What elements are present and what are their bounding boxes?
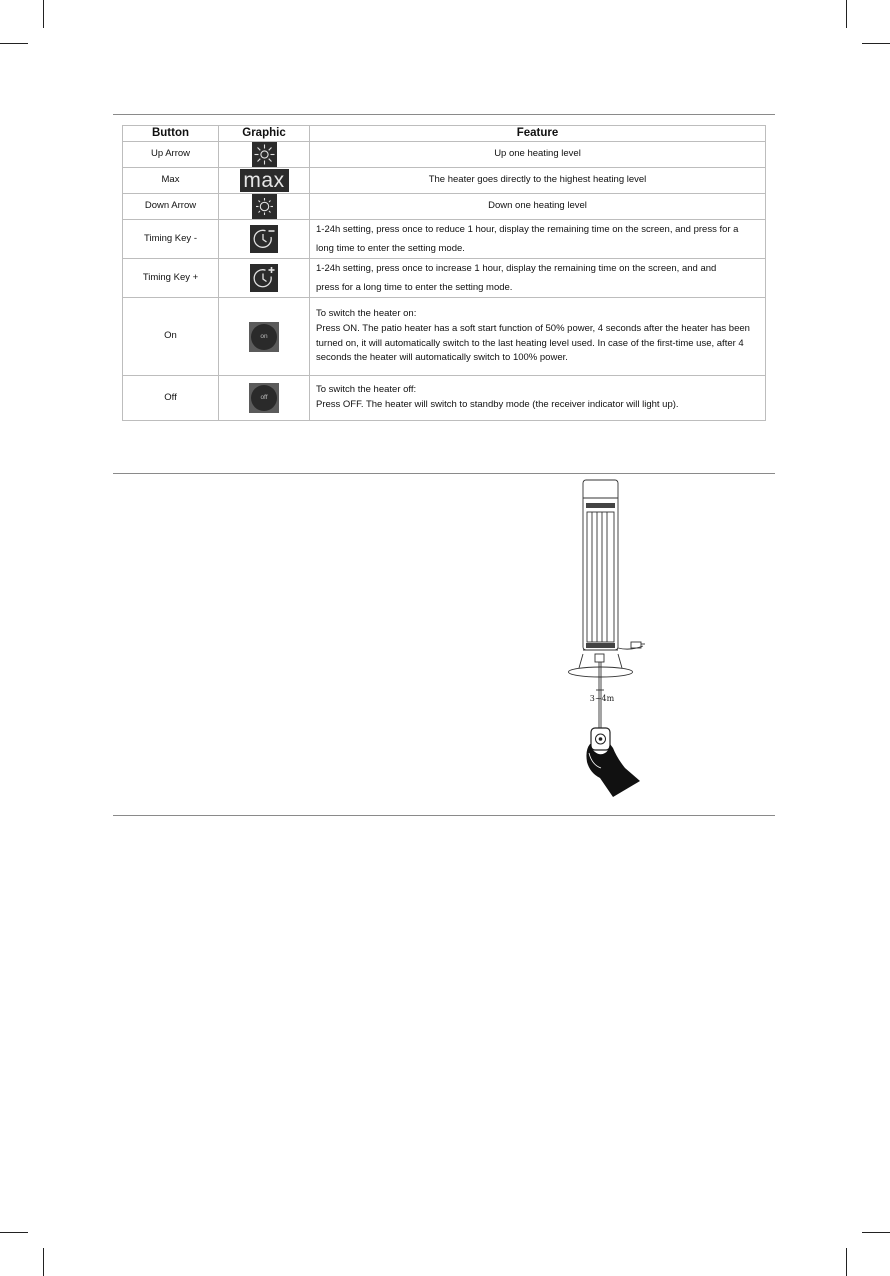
button-name: Max bbox=[123, 168, 219, 194]
feature-text: To switch the heater off: bbox=[316, 384, 417, 396]
button-name: Timing Key - bbox=[123, 220, 219, 259]
tower-heater-icon bbox=[569, 480, 646, 677]
timer-plus-icon bbox=[250, 264, 278, 292]
remote-hand-icon bbox=[586, 728, 640, 797]
on-button-graphic bbox=[249, 322, 279, 352]
table-row bbox=[123, 376, 766, 421]
table-row bbox=[123, 259, 766, 298]
bottom-rule bbox=[113, 815, 775, 816]
crop-mark bbox=[43, 1248, 44, 1276]
table-row bbox=[123, 298, 766, 376]
middle-rule bbox=[113, 473, 775, 474]
table-header-row bbox=[123, 126, 766, 142]
feature-text: Up one heating level bbox=[494, 148, 581, 160]
feature-text: press for a long time to enter the setting mode. bbox=[316, 282, 513, 293]
crop-mark bbox=[862, 43, 890, 44]
crop-mark bbox=[846, 0, 847, 28]
feature-text: long time to enter the setting mode. bbox=[316, 243, 465, 254]
button-name: Off bbox=[123, 376, 219, 421]
button-name: Up Arrow bbox=[123, 142, 219, 168]
feature-text: Press OFF. The heater will switch to standby mode (the receiver indicator will light up). bbox=[316, 399, 679, 410]
feature-text: 1-24h setting, press once to reduce 1 hour, display the remaining time on the screen, and press for a bbox=[316, 224, 739, 235]
header-feature: Feature bbox=[310, 126, 766, 142]
sun-small-icon bbox=[252, 194, 277, 219]
crop-mark bbox=[862, 1232, 890, 1233]
distance-label: 3~4m bbox=[589, 694, 615, 703]
top-rule bbox=[113, 114, 775, 115]
crop-mark bbox=[0, 43, 28, 44]
table-row bbox=[123, 220, 766, 259]
heater-remote-illustration bbox=[495, 476, 713, 798]
table-row bbox=[123, 142, 766, 168]
button-name: Down Arrow bbox=[123, 194, 219, 220]
button-features-table bbox=[122, 125, 766, 421]
feature-text: Press ON. The patio heater has a soft start function of 50% power, 4 seconds after the heater has been turned on, it will automatically switch to the last heating level used. In case of the first-time use, after 4 seconds the heater will automatically switch to 100% power. bbox=[316, 322, 750, 364]
timer-minus-icon bbox=[250, 225, 278, 253]
feature-text: The heater goes directly to the highest heating level bbox=[428, 174, 647, 186]
feature-text: To switch the heater on: bbox=[316, 308, 417, 320]
crop-mark bbox=[846, 1248, 847, 1276]
off-button-label: off bbox=[251, 385, 277, 411]
button-name: On bbox=[123, 298, 219, 376]
header-graphic: Graphic bbox=[219, 126, 310, 142]
max-button-graphic: max bbox=[240, 169, 289, 192]
sun-large-icon bbox=[252, 142, 277, 167]
table-row bbox=[123, 194, 766, 220]
crop-mark bbox=[0, 1232, 28, 1233]
header-button: Button bbox=[123, 126, 219, 142]
feature-text: Down one heating level bbox=[488, 200, 587, 212]
button-name: Timing Key + bbox=[123, 259, 219, 298]
on-button-label: on bbox=[251, 324, 277, 350]
table-row bbox=[123, 168, 766, 194]
off-button-graphic bbox=[249, 383, 279, 413]
feature-text: 1-24h setting, press once to increase 1 hour, display the remaining time on the screen, and and bbox=[316, 263, 717, 274]
crop-mark bbox=[43, 0, 44, 28]
